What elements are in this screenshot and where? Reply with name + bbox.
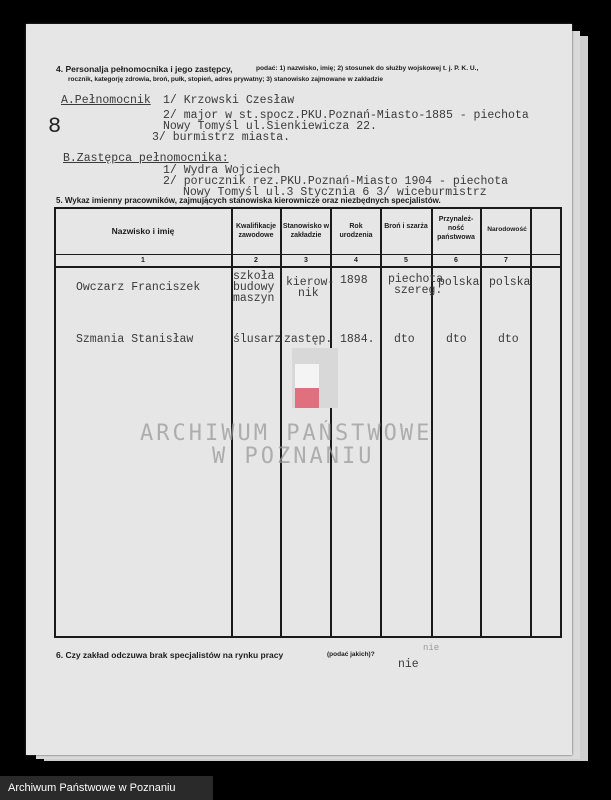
- deputy-line-1: 1/ Wydra Wojciech: [163, 164, 281, 177]
- section4-heading: 4. Personalja pełnomocnika i jego zastępcy,: [56, 64, 233, 74]
- plenipotentiary-label: A.Pełnomocnik: [61, 94, 151, 107]
- row1-arm-line: szereg.: [394, 284, 443, 297]
- col-header-name: Nazwisko i imię: [111, 226, 175, 236]
- section6-question: 6. Czy zakład odczuwa brak specjalistów na rynku pracy: [56, 650, 284, 660]
- row1-qual-line: maszyn: [233, 292, 275, 305]
- row1-pos-line: nik: [298, 287, 319, 300]
- col-number: 3: [304, 257, 308, 264]
- col-header-citizenship: Przynależ-ność państwowa: [437, 216, 475, 241]
- row2-citizenship: dto: [446, 333, 467, 346]
- row1-qual-line: budowy: [233, 281, 275, 294]
- row1-name: Owczarz Franciszek: [76, 281, 201, 294]
- table-col-line: [530, 207, 532, 638]
- row1-qual-line: szkoła: [233, 270, 275, 283]
- row1-arm-line: piechota: [388, 273, 444, 286]
- deputy-line-3: Nowy Tomyśl ul.3 Stycznia 6 3/ wiceburmistrz: [183, 186, 487, 199]
- table-bottom-border: [54, 636, 562, 638]
- watermark-flag-white: [295, 364, 319, 388]
- watermark-line-1: ARCHIWUM PAŃSTWOWE: [140, 421, 433, 446]
- col-header-qualifications: Kwalifikacje zawodowe: [235, 223, 277, 239]
- table-col-line: [54, 207, 56, 638]
- plenipotentiary-line-1: 1/ Krzowski Czesław: [163, 94, 295, 107]
- margin-handwritten-number: 8: [48, 114, 62, 139]
- section5-heading: 5. Wykaz imienny pracowników, zajmujących stanowiska kierownicze oraz niezbędnych specjalistów.: [56, 196, 441, 205]
- table-col-line: [560, 207, 562, 638]
- row1-nationality: polska: [489, 276, 531, 289]
- table-top-border: [54, 207, 562, 209]
- col-number: 1: [141, 257, 145, 264]
- table-col-line: [480, 207, 482, 638]
- row2-nationality: dto: [498, 333, 519, 346]
- row2-name: Szmania Stanisław: [76, 333, 194, 346]
- row2-position: zastęp.: [284, 333, 333, 346]
- deputy-label: B.Zastępca pełnomocnika:: [63, 152, 229, 165]
- watermark-line-2: W POZNANIU: [212, 444, 375, 469]
- plenipotentiary-line-4: 3/ burmistrz miasta.: [152, 131, 291, 144]
- row1-birth-year: 1898: [340, 274, 368, 287]
- row1-citizenship: polska: [438, 276, 480, 289]
- table-header-divider: [54, 254, 562, 255]
- document-page: [26, 24, 572, 755]
- row1-position: [286, 277, 334, 299]
- plenipotentiary-line-3: Nowy Tomyśl ul.Sienkiewicza 22.: [163, 120, 377, 133]
- section6-question-hint: (podać jakich)?: [327, 651, 375, 658]
- col-header-position: Stanowisko w zakładzie: [282, 223, 330, 239]
- watermark-flag-red: [295, 388, 319, 408]
- section6-answer: nie: [398, 658, 419, 671]
- plenipotentiary-line-2: 2/ major w st.spocz.PKU.Poznań-Miasto-1885 - piechota: [163, 109, 529, 122]
- row1-arm-rank: [388, 274, 443, 296]
- col-number: 5: [404, 257, 408, 264]
- row2-birth-year: 1884.: [340, 333, 375, 346]
- deputy-line-2: 2/ porucznik rez.PKU.Poznań-Miasto 1904 - piechota: [163, 175, 509, 188]
- archive-footer-label: Archiwum Państwowe w Poznaniu: [0, 776, 213, 800]
- section4-heading-rest: podać: 1) nazwisko, imię; 2) stosunek do służby wojskowej t. j. P. K. U.,: [256, 65, 479, 72]
- col-header-birth-year: Rok urodzenia: [339, 223, 373, 239]
- row2-arm-rank: dto: [394, 333, 415, 346]
- section4-subheading: rocznik, kategorję zdrowia, broń, pułk, stopień, adres prywatny; 3) stanowisko zajmowane w zakładzie: [68, 76, 383, 83]
- col-number: 2: [254, 257, 258, 264]
- row1-pos-line: kierow-: [286, 276, 335, 289]
- section6-faint-answer: nie: [423, 643, 440, 653]
- col-number: 7: [504, 257, 508, 264]
- table-number-row-divider: [54, 266, 562, 268]
- col-header-nationality: Narodowość: [487, 226, 527, 233]
- col-number: 4: [354, 257, 358, 264]
- col-header-arm-rank: Broń i szarża: [384, 223, 428, 230]
- col-number: 6: [454, 257, 458, 264]
- row2-qualifications: ślusarz: [233, 333, 282, 346]
- row1-qualifications: [233, 271, 274, 304]
